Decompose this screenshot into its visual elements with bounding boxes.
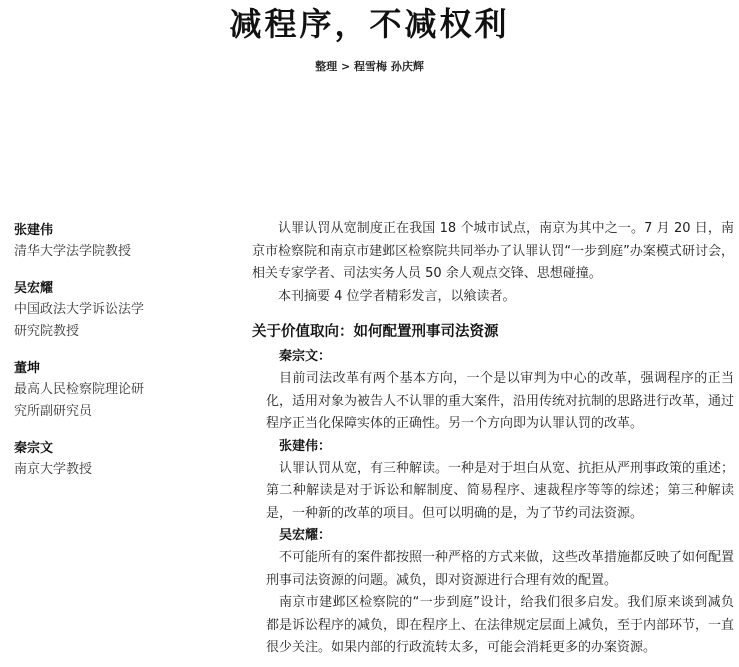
contributor xyxy=(14,221,214,263)
contributor-title: 研究院教授 xyxy=(14,324,80,339)
section-heading: 关于价值取向：如何配置刑事司法资源 xyxy=(252,324,499,340)
speech-paragraph: 不可能所有的案件都按照一种严格的方式来做，这些改革措施都反映了如何配置刑事司法资源的问题。减负，即对资源进行合理有效的配置。 xyxy=(266,550,735,588)
speaker-name: 秦宗文： xyxy=(279,349,332,364)
contributor-name: 秦宗文 xyxy=(14,441,54,456)
contributor-title: 中国政法大学诉讼法学 xyxy=(14,302,145,317)
contributor-name: 吴宏耀 xyxy=(14,281,54,296)
contributor-title: 最高人民检察院理论研 xyxy=(14,382,145,397)
speech-paragraph: 认罪认罚从宽，有三种解读。一种是对于坦白从宽、抗拒从严刑事政策的重述；第二种解读是对于诉讼和解制度、简易程序、速裁程序等等的综述；第三种解读是，一种新的改革的项目。但可以明确的是，为了节约司法资源。 xyxy=(266,460,735,521)
contributor-title: 清华大学法学院教授 xyxy=(14,244,132,259)
speaker-name: 吴宏耀： xyxy=(279,528,332,543)
speech-paragraph: 目前司法改革有两个基本方向，一个是以审判为中心的改革，强调程序的正当化，适用对象为被告人不认罪的重大案件，沿用传统对抗制的思路进行改革，通过程序正当化保障实体的正确性。另一个方向即为认罪认罚的改革。 xyxy=(266,371,735,431)
article-body xyxy=(252,218,734,660)
contributors-sidebar xyxy=(14,221,214,497)
intro-paragraph: 本刊摘要 4 位学者精彩发言，以飨读者。 xyxy=(278,288,516,304)
speech-paragraph: 南京市建邺区检察院的“一步到庭”设计，给我们很多启发。我们原来谈到减负都是诉讼程序的减负，即在程序上、在法律规定层面上减负，至于内部环节，一直很少关注。如果内部的行政流转太多，可能会消耗更多的办案资源。 xyxy=(266,595,735,655)
contributor xyxy=(14,359,214,423)
intro-paragraph: 认罪认罚从宽制度正在我国 18 个城市试点，南京为其中之一。7 月 20 日，南京市检察院和南京市建邺区检察院共同举办了认罪认罚“一步到庭”办案模式研讨会，相关专家学者、司法实务人员 50 余人观点交锋、思想碰撞。 xyxy=(252,221,734,281)
contributor xyxy=(14,279,214,343)
contributor-title: 究所副研究员 xyxy=(14,404,93,419)
contributor-name: 张建伟 xyxy=(14,223,54,238)
article-title: 减程序，不减权利 xyxy=(229,5,510,43)
contributor xyxy=(14,439,214,481)
contributor-name: 董坤 xyxy=(14,361,41,376)
byline: 整理 > 程雪梅 孙庆辉 xyxy=(315,60,424,73)
speaker-name: 张建伟： xyxy=(279,438,332,454)
contributor-title: 南京大学教授 xyxy=(14,462,93,477)
